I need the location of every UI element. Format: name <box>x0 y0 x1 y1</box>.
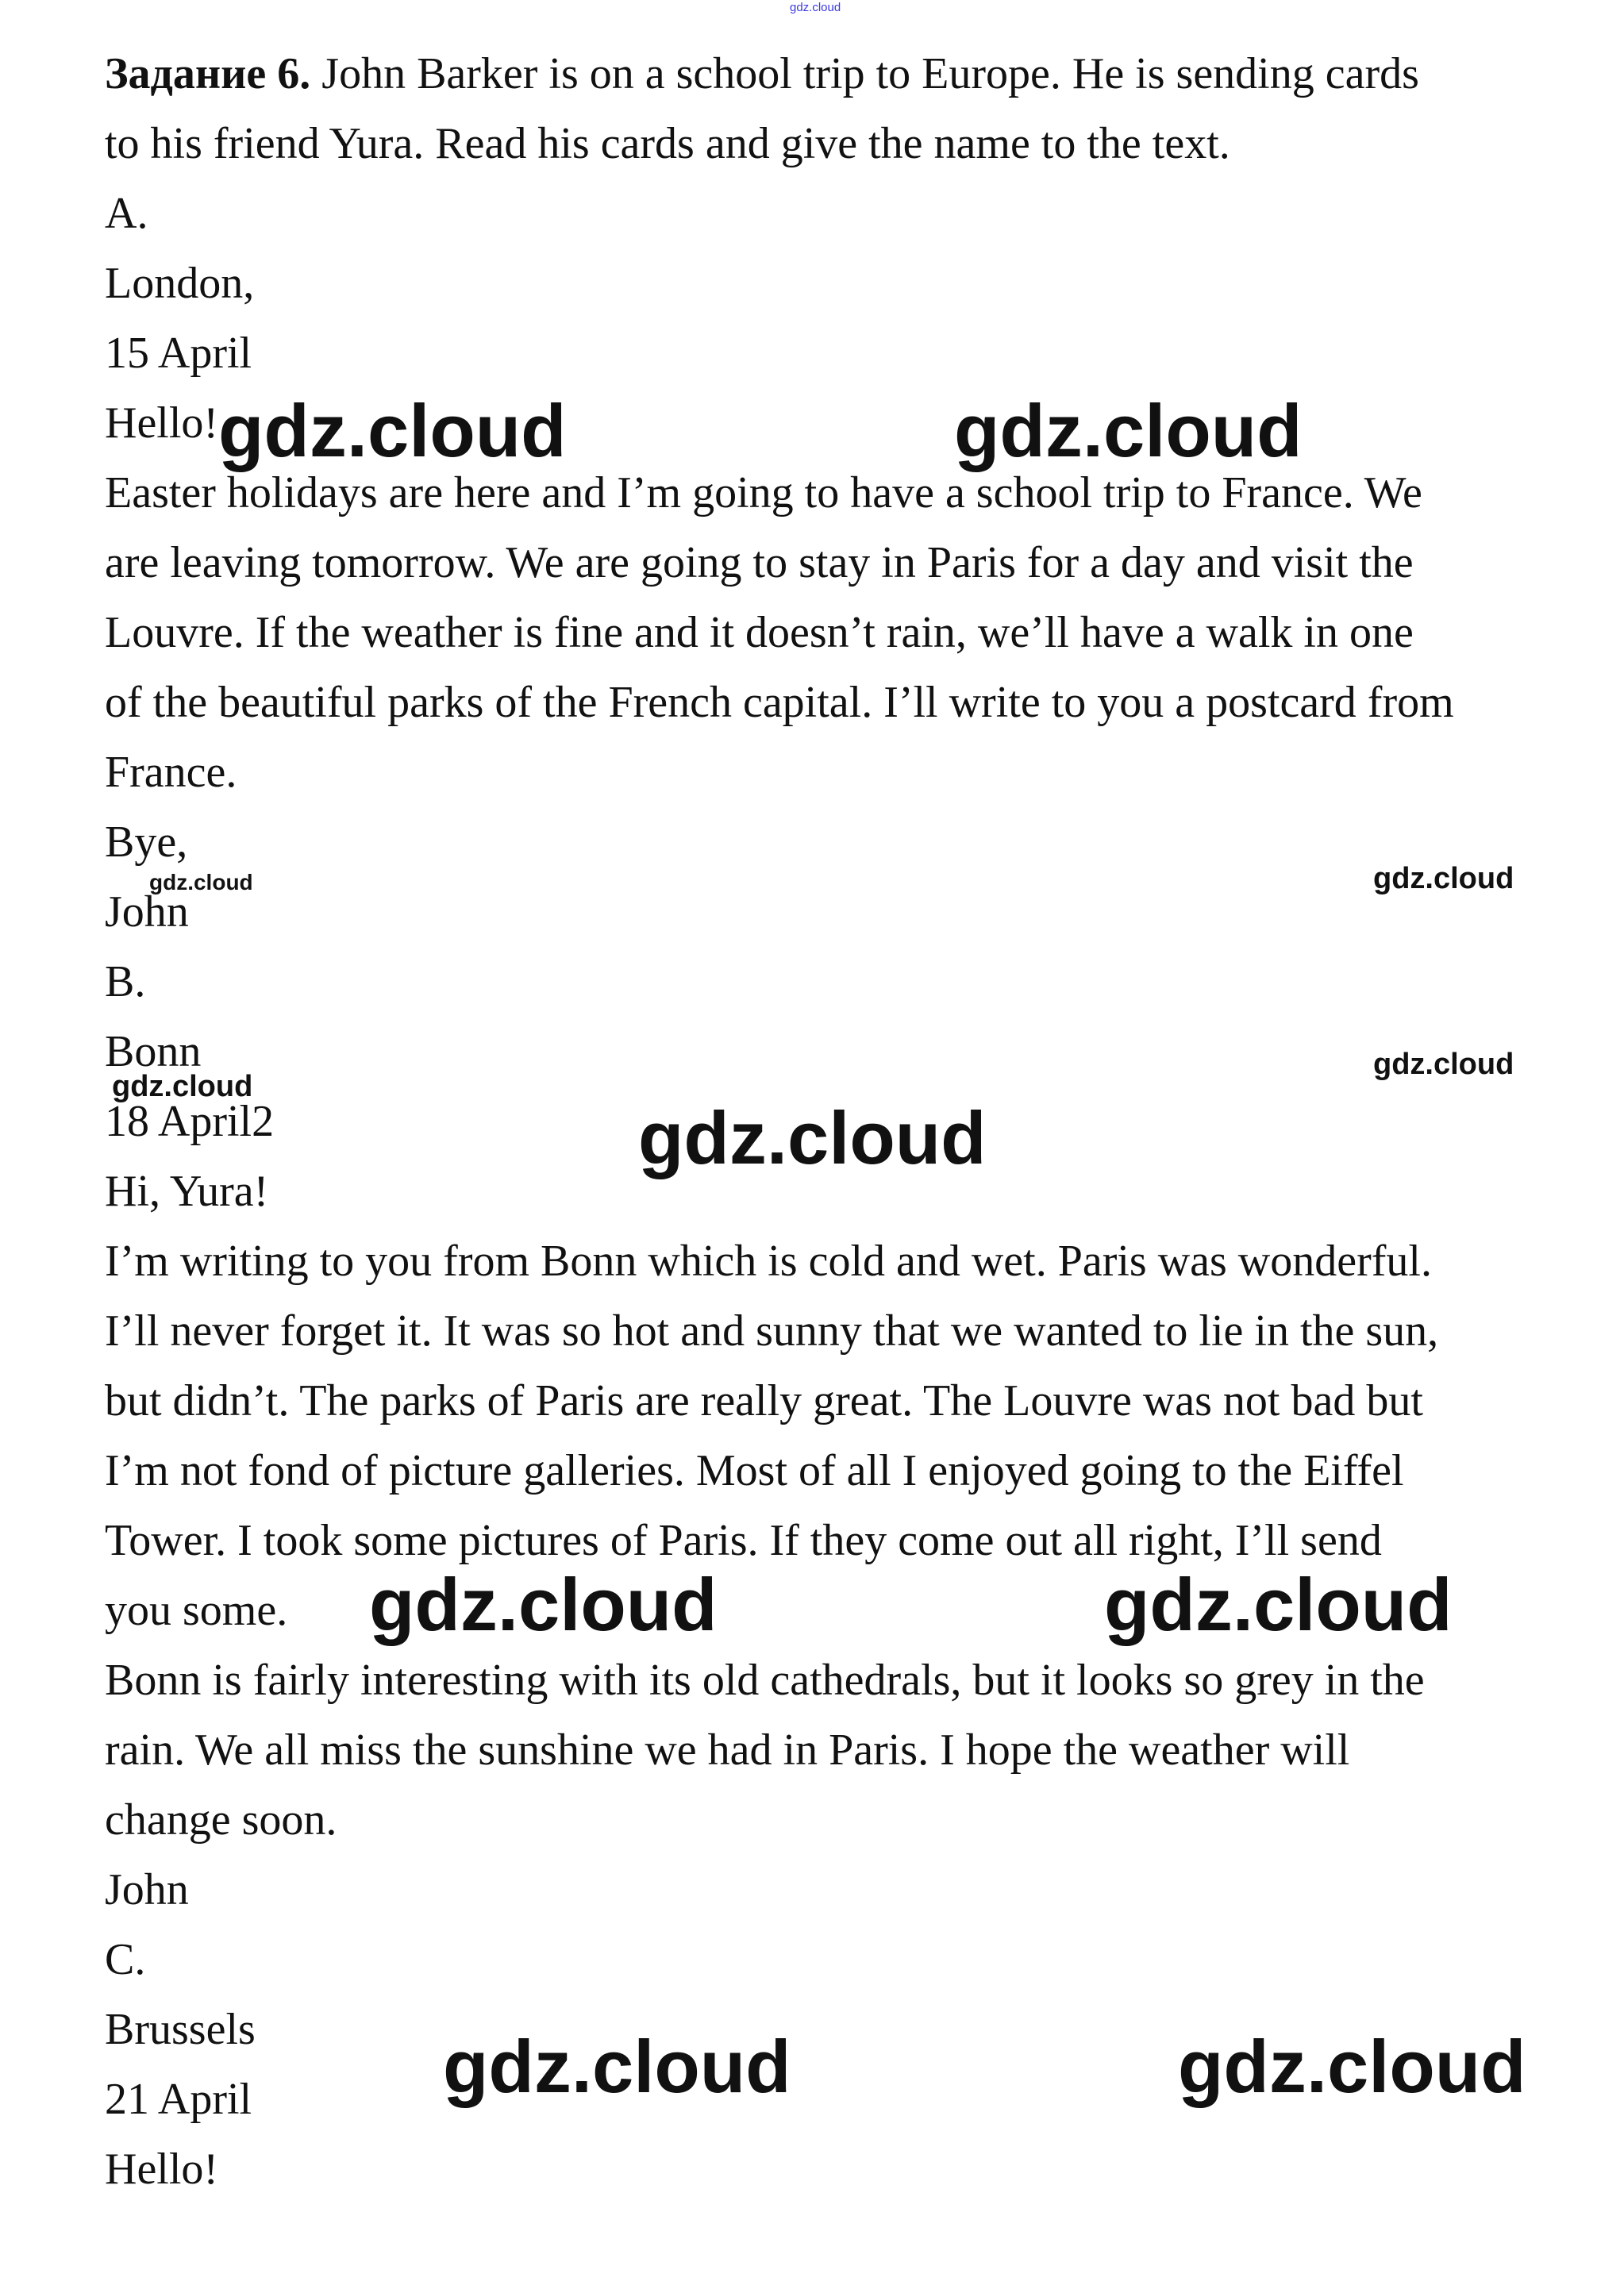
task-intro-text: John Barker is on a school trip to Europe. He is sending cards <box>310 49 1419 98</box>
text-line: C. <box>105 1935 146 1984</box>
task-intro-line-2: to his friend Yura. Read his cards and give the name to the text. <box>105 119 1230 168</box>
text-line: of the beautiful parks of the French capital. I’ll write to you a postcard from <box>105 678 1454 727</box>
task-label: Задание 6. <box>105 49 311 98</box>
watermark: gdz.cloud <box>1373 862 1514 895</box>
text-line: 21 April <box>105 2075 252 2124</box>
text-line: John <box>105 1865 189 1914</box>
text-line: I’m writing to you from Bonn which is cold and wet. Paris was wonderful. <box>105 1237 1432 1286</box>
text-line: but didn’t. The parks of Paris are really great. The Louvre was not bad but <box>105 1376 1423 1425</box>
watermark: gdz.cloud <box>149 870 253 894</box>
watermark: gdz.cloud <box>112 1070 253 1103</box>
text-line: Brussels <box>105 2005 256 2054</box>
text-line: John <box>105 887 189 937</box>
text-line: 18 April2 <box>105 1097 275 1146</box>
text-line: Bonn <box>105 1027 202 1076</box>
watermark: gdz.cloud <box>218 389 567 472</box>
text-line: London, <box>105 259 255 308</box>
text-line: are leaving tomorrow. We are going to stay in Paris for a day and visit the <box>105 538 1414 587</box>
watermark: gdz.cloud <box>638 1096 987 1179</box>
watermark: gdz.cloud <box>954 389 1303 472</box>
watermark: gdz.cloud <box>443 2025 791 2108</box>
text-line: change soon. <box>105 1795 337 1845</box>
text-line: B. <box>105 957 146 1006</box>
text-line: Hello! <box>105 2145 219 2194</box>
text-line: I’m not fond of picture galleries. Most of all I enjoyed going to the Eiffel <box>105 1446 1404 1495</box>
text-line: Bye, <box>105 818 188 867</box>
text-line: rain. We all miss the sunshine we had in Paris. I hope the weather will <box>105 1725 1350 1775</box>
text-line: Tower. I took some pictures of Paris. If they come out all right, I’ll send <box>105 1516 1382 1565</box>
watermark: gdz.cloud <box>1104 1563 1453 1646</box>
text-line: France. <box>105 748 237 797</box>
text-line: Hi, Yura! <box>105 1167 269 1216</box>
text-line: Hello! <box>105 398 219 448</box>
watermark: gdz.cloud <box>1178 2025 1526 2108</box>
watermark: gdz.cloud <box>369 1563 718 1646</box>
text-line: I’ll never forget it. It was so hot and sunny that we wanted to lie in the sun, <box>105 1306 1439 1356</box>
task-intro-line-1 <box>105 39 1549 109</box>
text-line: Louvre. If the weather is fine and it doesn’t rain, we’ll have a walk in one <box>105 608 1414 657</box>
text-line: 15 April <box>105 329 252 378</box>
text-line: A. <box>105 189 148 238</box>
text-line: Easter holidays are here and I’m going to have a school trip to France. We <box>105 468 1422 517</box>
text-line: Bonn is fairly interesting with its old cathedrals, but it looks so grey in the <box>105 1656 1425 1705</box>
text-line: you some. <box>105 1586 288 1635</box>
watermark: gdz.cloud <box>1373 1048 1514 1081</box>
header-watermark: gdz.cloud <box>790 1 841 14</box>
